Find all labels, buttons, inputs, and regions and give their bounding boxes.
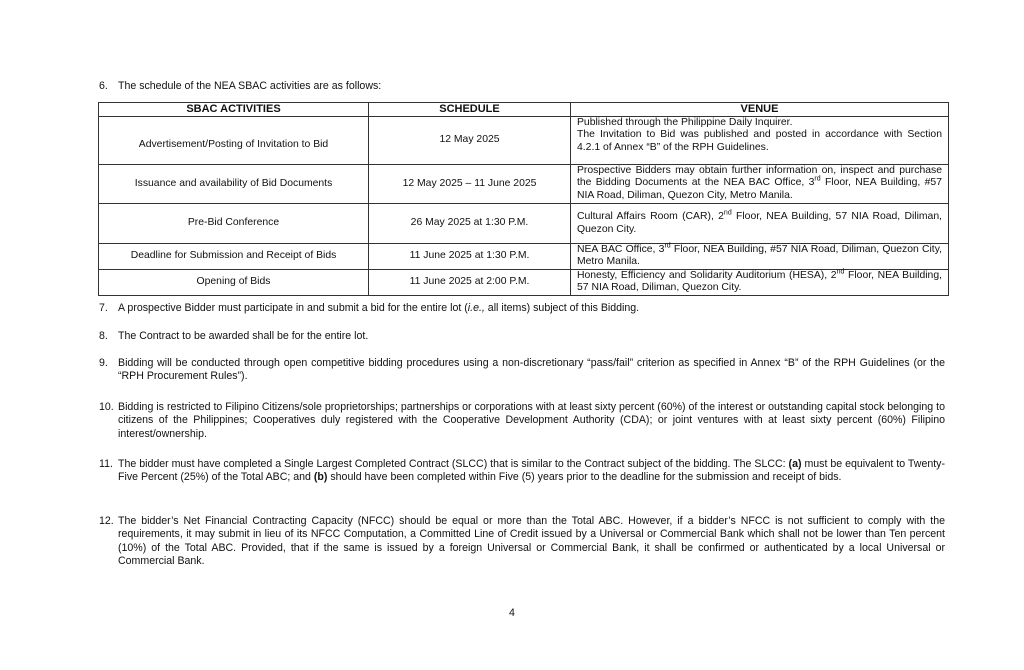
item-text [99, 302, 945, 315]
header-schedule: SCHEDULE [369, 103, 571, 117]
ordinal-suffix: rd [664, 242, 671, 250]
item-12 [99, 515, 945, 569]
item-text: The bidder’s Net Financial Contracting Capacity (NFCC) should be equal or more than the Total ABC. However, if a bidder’s NFCC is not sufficient to comply with the requirements, it may submit in lieu of its NFCC Computation, a Committed Line of Credit issued by a Universal or Commercial Bank which shall not be lower than Ten percent (10%) of the Total ABC. Provided, that if the same is issued by a foreign Universal or Commercial Bank, it shall be confirmed or authenticated by a local Universal or Commercial Bank. [118, 515, 945, 568]
item-number: 7. [99, 302, 108, 314]
item-number: 12. [99, 515, 114, 527]
table-header-row [99, 103, 949, 117]
italic-text: i.e., [467, 302, 485, 314]
activity-cell: Pre-Bid Conference [99, 204, 369, 244]
activity-cell: Issuance and availability of Bid Documents [99, 165, 369, 204]
venue-text: Honesty, Efficiency and Solidarity Auditorium (HESA), 2 [577, 270, 837, 281]
table-row [99, 117, 949, 165]
activity-cell: Advertisement/Posting of Invitation to Bid [99, 117, 369, 165]
schedule-cell: 12 May 2025 – 11 June 2025 [369, 165, 571, 204]
venue-cell [571, 204, 949, 244]
item-text: The Contract to be awarded shall be for the entire lot. [118, 330, 369, 342]
venue-text: Prospective Bidders may obtain further information on, inspect and purchase the Bidding Documents at the NEA BAC Office, 3 [577, 165, 942, 189]
bold-text: (b) [313, 471, 328, 484]
venue-cell [571, 117, 949, 165]
text-run: should have been completed within Five (5) years prior to the deadline for the submission and receipt of bids. [327, 471, 842, 484]
item-10 [99, 401, 945, 441]
text-run: must be equivalent to Twenty-Five Percent (25%) of the Total ABC; and [118, 458, 945, 484]
text-run: The bidder must have completed a Single Largest Completed Contract (SLCC) that is similar to the Contract subject of the bidding. The SLCC: [118, 458, 789, 470]
page-number: 4 [509, 607, 515, 619]
venue-cell [571, 244, 949, 270]
schedule-cell: 12 May 2025 [369, 117, 571, 165]
venue-text: Cultural Affairs Room (CAR), 2 [577, 211, 724, 223]
venue-cell [571, 270, 949, 296]
activity-cell: Opening of Bids [99, 270, 369, 296]
venue-line: Published through the Philippine Daily Inquirer. [577, 117, 793, 128]
venue-text: Floor, NEA Building, #57 NIA Road, Diliman, Quezon City, Metro Manila. [577, 244, 943, 268]
item-number: 11. [99, 458, 113, 470]
activity-cell: Deadline for Submission and Receipt of Bids [99, 244, 369, 270]
ordinal-suffix: nd [836, 268, 845, 276]
item-number: 9. [99, 357, 108, 369]
venue-cell [571, 165, 949, 204]
venue-text: NEA BAC Office, 3 [577, 244, 665, 255]
text-run: A prospective Bidder must participate in and submit a bid for the entire lot ( [118, 302, 468, 314]
item-8 [99, 330, 945, 343]
ordinal-suffix: rd [814, 175, 821, 183]
header-activities: SBAC ACTIVITIES [99, 103, 369, 117]
item-11 [99, 458, 945, 485]
item-number: 10. [99, 401, 114, 413]
item-text [99, 458, 945, 485]
venue-line: The Invitation to Bid was published and posted in accordance with Section 4.2.1 of Annex “B” of the RPH Guidelines. [577, 129, 942, 153]
item-9 [99, 357, 945, 384]
header-venue: VENUE [571, 103, 949, 117]
table-row [99, 270, 949, 296]
sbac-schedule-table [98, 102, 949, 296]
ordinal-suffix: nd [723, 209, 732, 217]
schedule-cell: 11 June 2025 at 2:00 P.M. [369, 270, 571, 296]
item-number: 6. [99, 80, 108, 92]
table-row [99, 204, 949, 244]
venue-text: Floor, NEA Building, 57 NIA Road, Diliman, Quezon City. [577, 270, 942, 294]
venue-text: Floor, NEA Building, #57 NIA Road, Diliman, Quezon City, Metro Manila. [577, 177, 942, 201]
item-6-intro [99, 80, 945, 93]
item-7 [99, 302, 945, 315]
item-text: Bidding will be conducted through open competitive bidding procedures using a non-discretionary “pass/fail” criterion as specified in Annex “B” of the RPH Guidelines (or the “RPH Procurement Rules”). [118, 357, 945, 383]
venue-text: Floor, NEA Building, 57 NIA Road, Diliman, Quezon City. [577, 211, 942, 235]
item-text: Bidding is restricted to Filipino Citizens/sole proprietorships; partnerships or corporations with at least sixty percent (60%) of the interest or outstanding capital stock belonging to citizens of the Philippines; Cooperatives duly registered with the Cooperative Development Authority (CDA); or joint ventures with at least sixty percent (60%) Filipino interest/ownership. [118, 401, 945, 440]
text-run: all items) subject of this Bidding. [484, 302, 640, 314]
table-row [99, 244, 949, 270]
schedule-cell: 11 June 2025 at 1:30 P.M. [369, 244, 571, 270]
bold-text: (a) [788, 458, 802, 470]
item-number: 8. [99, 330, 108, 342]
schedule-cell: 26 May 2025 at 1:30 P.M. [369, 204, 571, 244]
table-row [99, 165, 949, 204]
item-text: The schedule of the NEA SBAC activities are as follows: [118, 80, 382, 92]
